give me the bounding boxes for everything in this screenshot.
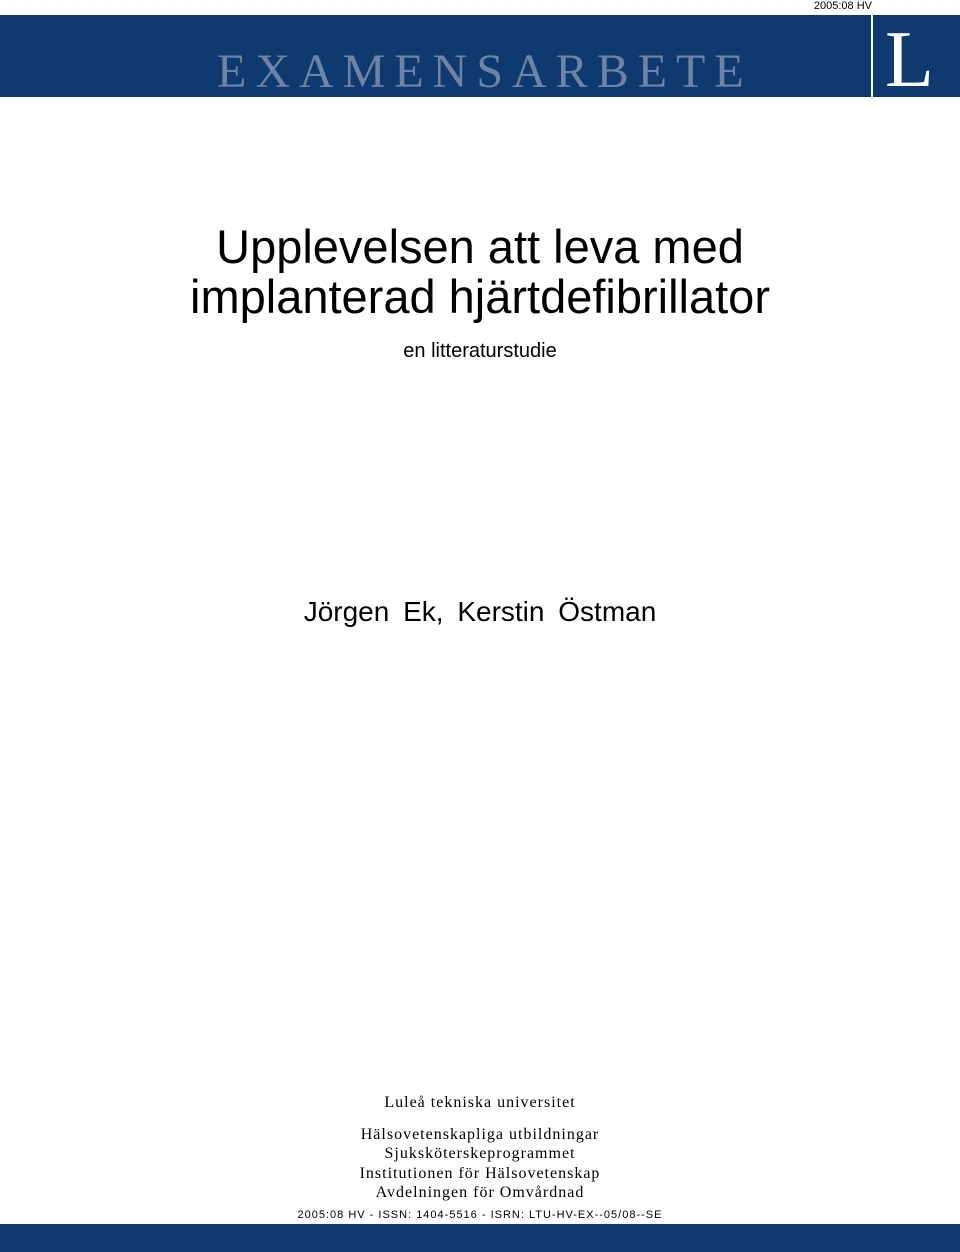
university-logo: L xyxy=(885,16,934,104)
affiliation-line: Avdelningen för Omvårdnad xyxy=(375,1184,585,1201)
series-code: 2005:08 HV xyxy=(813,0,872,12)
issn-series-line: 2005:08 HV - ISSN: 1404-5516 - ISRN: LTU-HV-EX--05/08--SE xyxy=(297,1209,663,1221)
footer-bar xyxy=(0,1224,960,1252)
affiliation-line: Hälsovetenskapliga utbildningar xyxy=(360,1125,600,1143)
affiliation-line: Sjuksköterskeprogrammet xyxy=(384,1145,576,1162)
authors: Jörgen Ek, Kerstin Östman xyxy=(303,596,657,627)
thesis-subtitle: en litteraturstudie xyxy=(403,340,557,362)
banner-divider xyxy=(871,15,873,97)
title-line-2: implanterad hjärtdefibrillator xyxy=(190,270,770,323)
banner-title: EXAMENSARBETE xyxy=(217,45,753,98)
title-line-1: Upplevelsen att leva med xyxy=(216,220,744,273)
header-banner xyxy=(0,15,960,104)
affiliation-line: Institutionen för Hälsovetenskap xyxy=(359,1164,601,1182)
thesis-title xyxy=(0,222,960,322)
university-name: Luleå tekniska universitet xyxy=(384,1094,576,1111)
affiliation-block xyxy=(0,1093,960,1203)
